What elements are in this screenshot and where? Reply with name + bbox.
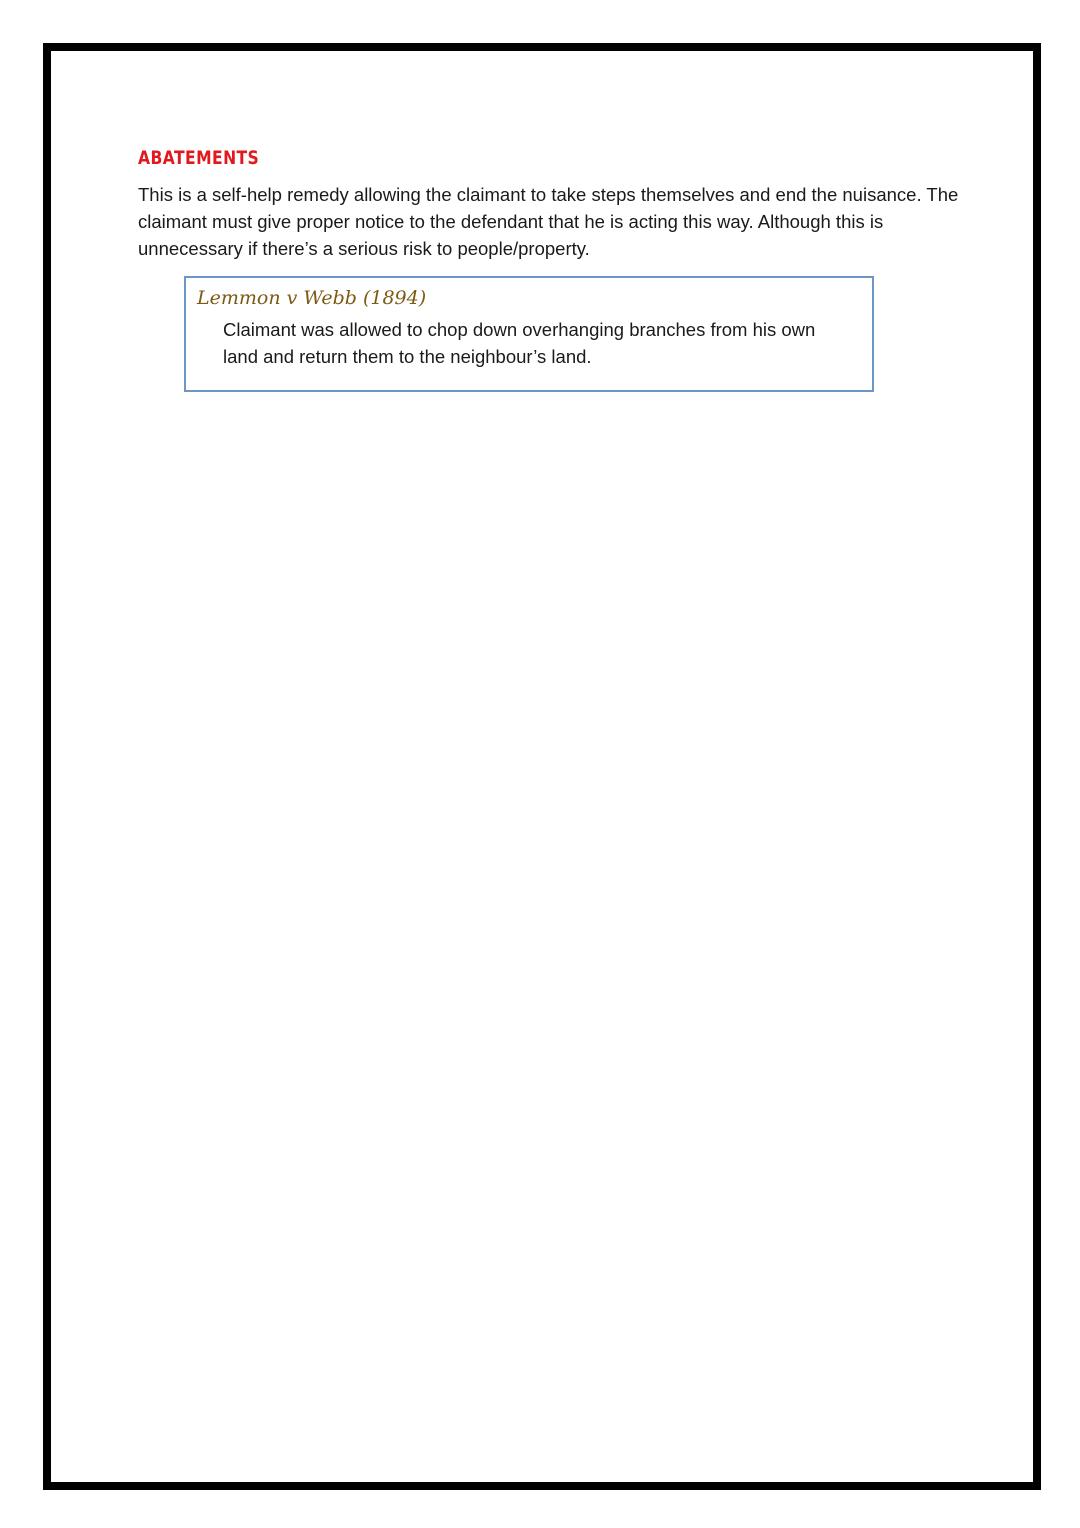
body-paragraph: This is a self-help remedy allowing the claimant to take steps themselves and end the nuisance. The claimant must give proper notice to the defendant that he is acting this way. Although this is unnecessary if there’s a serious risk to people/property. (138, 184, 959, 259)
case-box (184, 276, 874, 392)
page-frame (43, 43, 1041, 1490)
case-description: Claimant was allowed to chop down overhanging branches from his own land and return them to the neighbour’s land. (223, 319, 816, 367)
case-title: Lemmon v Webb (1894) (197, 287, 427, 309)
section-heading: ABATEMENTS (138, 147, 260, 169)
